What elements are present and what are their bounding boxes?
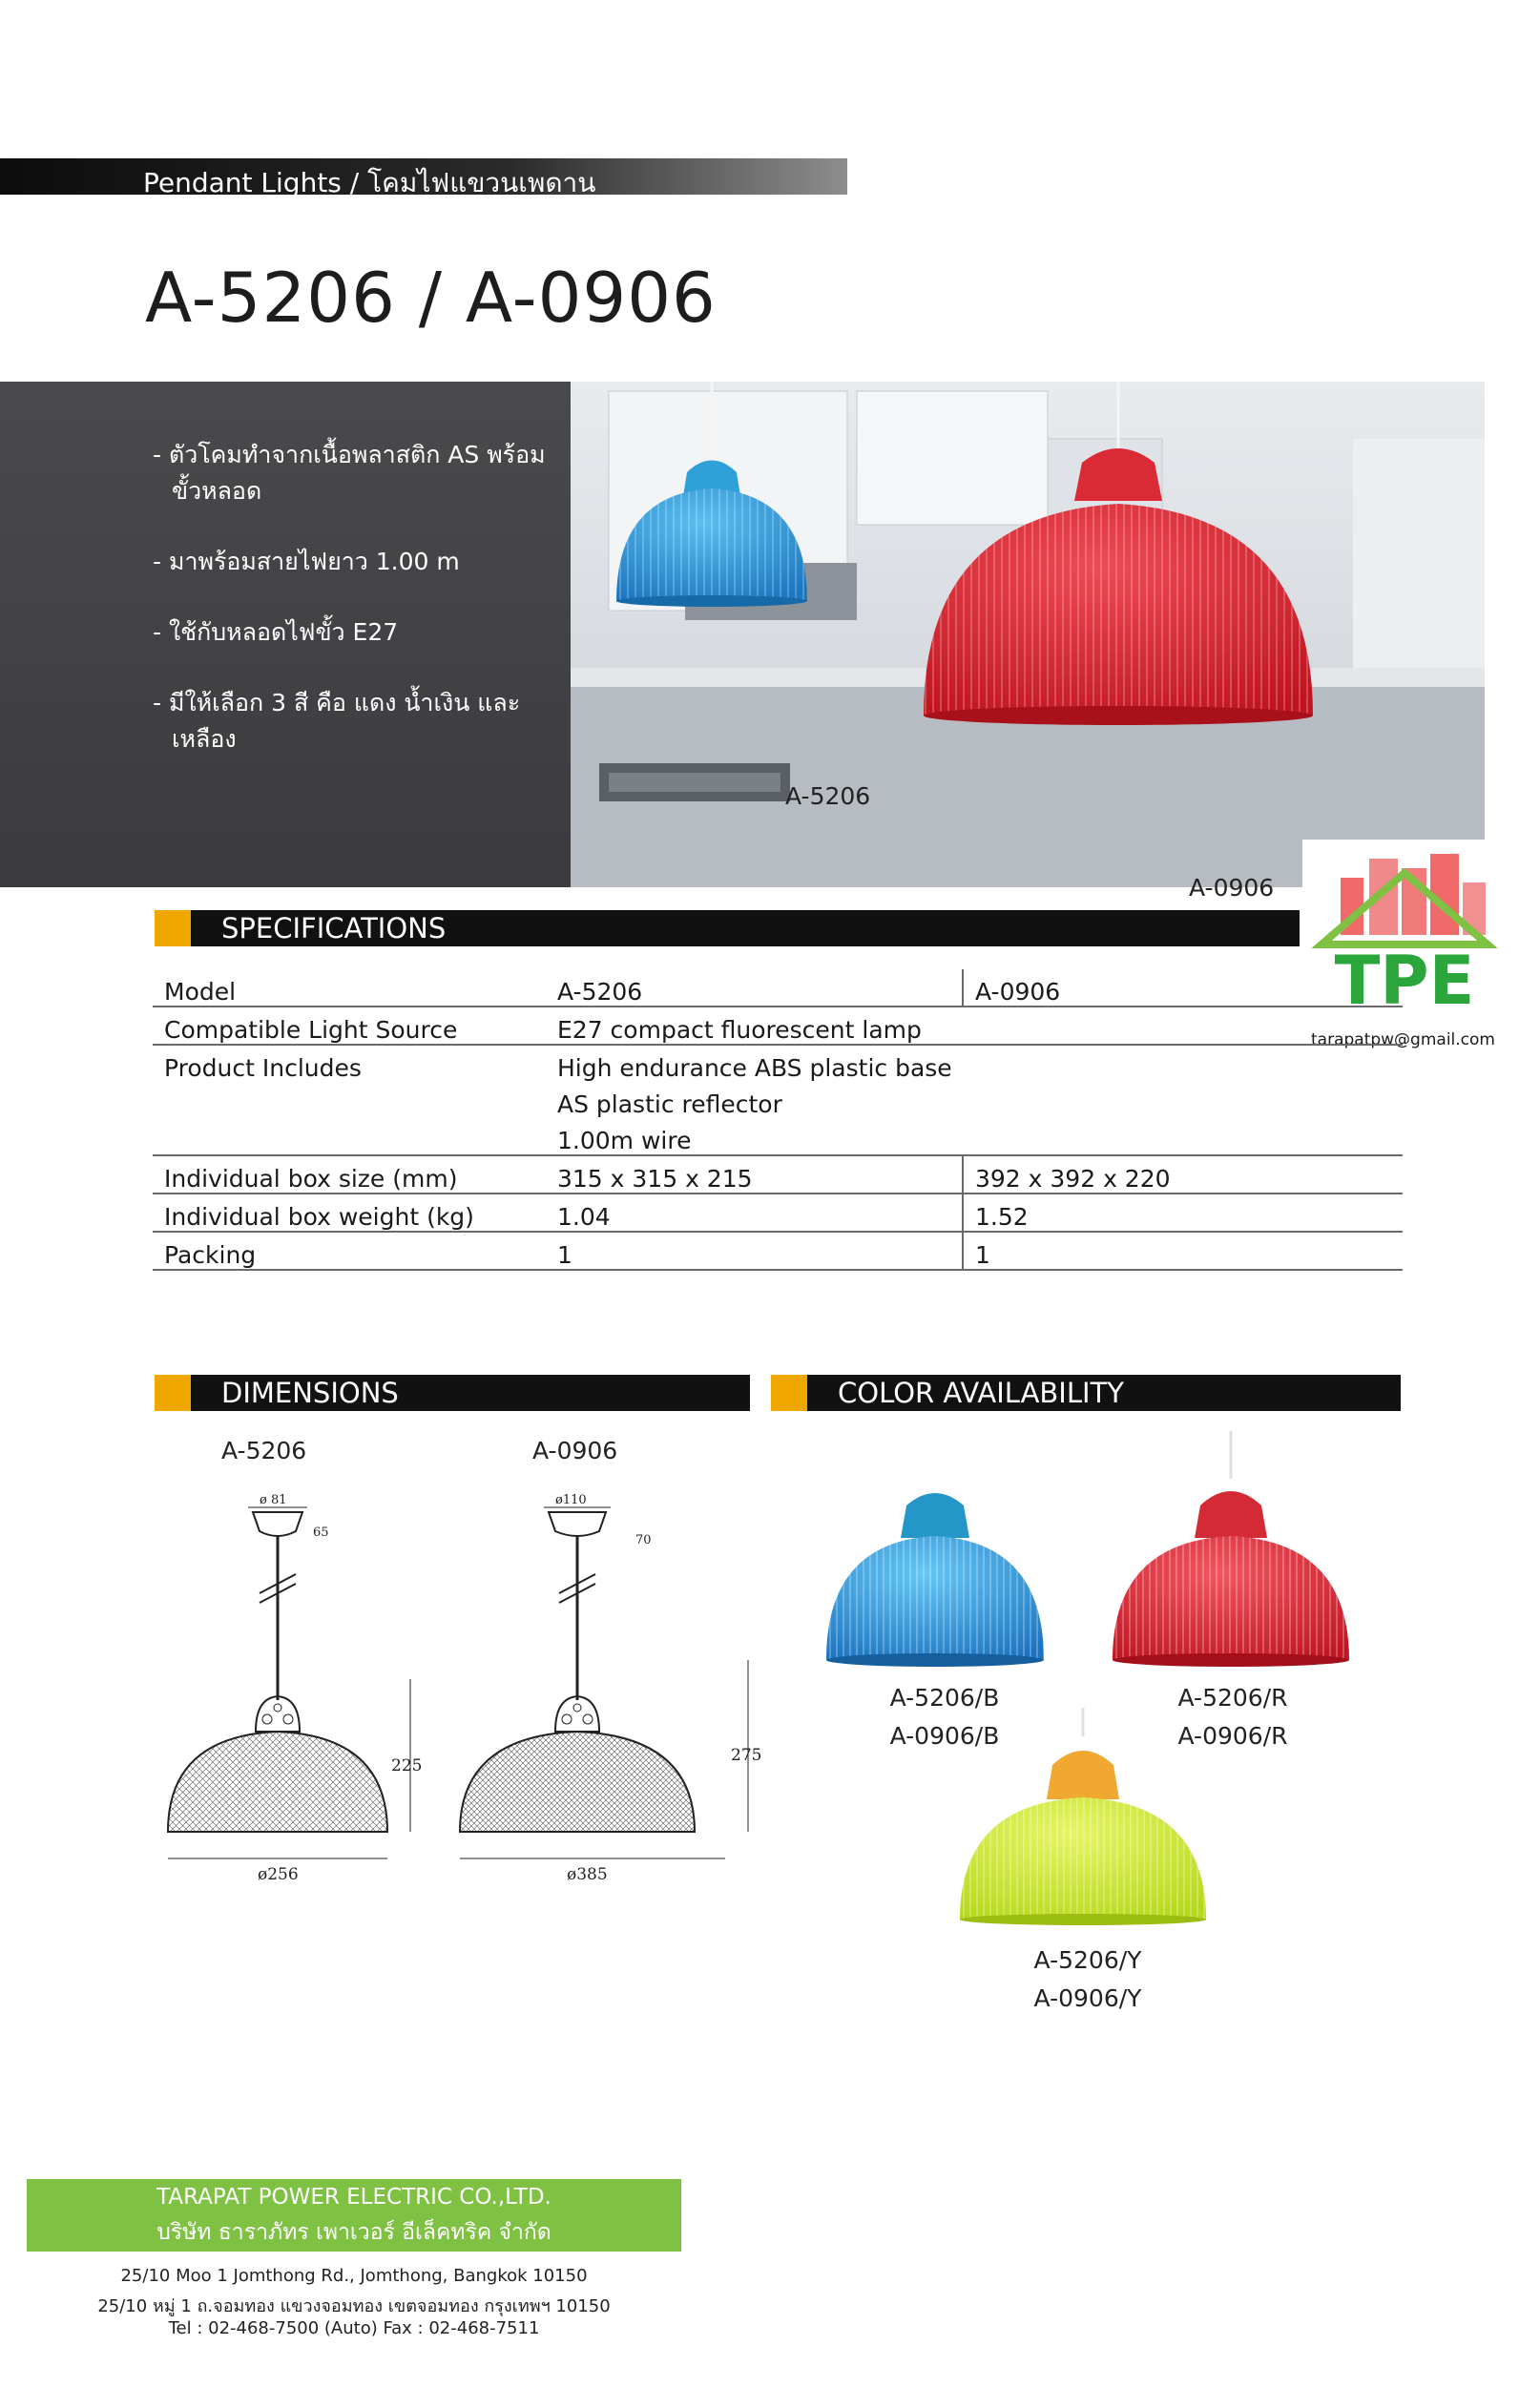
color-availability-title: COLOR AVAILABILITY xyxy=(838,1377,1124,1409)
spec-value-b xyxy=(963,1118,1403,1155)
spec-label: Packing xyxy=(153,1232,546,1270)
spec-label: Individual box size (mm) xyxy=(153,1155,546,1194)
dim-top-dia-b: ø110 xyxy=(555,1493,587,1507)
company-name-en: TARAPAT POWER ELECTRIC CO.,LTD. xyxy=(156,2185,551,2210)
table-row xyxy=(153,1082,1403,1118)
dimension-drawing-a xyxy=(153,1488,439,1908)
section-marker xyxy=(155,1375,191,1411)
address-th: 25/10 หมู่ 1 ถ.จอมทอง แขวงจอมทอง เขตจอมทอง กรุงเทพฯ 10150 xyxy=(97,2296,611,2316)
blue-model-a: A-5206/B xyxy=(889,1684,1000,1712)
address-en: 25/10 Moo 1 Jomthong Rd., Jomthong, Bangkok 10150 xyxy=(120,2266,588,2286)
dim-height-a: 225 xyxy=(391,1756,423,1775)
dimension-drawing-b xyxy=(448,1488,763,1908)
spec-label: Individual box weight (kg) xyxy=(153,1194,546,1232)
table-row xyxy=(153,1118,1403,1155)
spec-table xyxy=(153,969,1403,1271)
red-model-a: A-5206/R xyxy=(1177,1684,1288,1712)
kitchen-photo xyxy=(571,382,1485,887)
dim-top-dia-a: ø 81 xyxy=(260,1493,287,1507)
spec-value-b: 1.52 xyxy=(963,1194,1403,1232)
spec-value-a: 1.04 xyxy=(546,1194,963,1232)
logo-text: TPE xyxy=(1334,942,1475,1020)
dimension-model-b: A-0906 xyxy=(532,1437,618,1464)
hero-section xyxy=(0,382,1485,887)
table-row xyxy=(153,969,1403,1007)
spec-value-a: AS plastic reflector xyxy=(557,1090,782,1118)
table-row xyxy=(153,1045,1403,1082)
table-row xyxy=(153,1155,1403,1194)
feature-panel xyxy=(0,382,571,887)
yellow-model-b: A-0906/Y xyxy=(1033,1984,1142,2012)
spec-value-b: A-0906 xyxy=(963,969,1403,1007)
red-model-b: A-0906/R xyxy=(1177,1722,1288,1750)
blue-lamp-swatch xyxy=(821,1469,1050,1670)
table-row xyxy=(153,1232,1403,1270)
spec-label xyxy=(153,1082,546,1118)
red-lamp-swatch xyxy=(1107,1431,1355,1670)
feature-item: - มาพร้อมสายไฟยาว 1.00 m xyxy=(153,548,460,575)
yellow-model-a: A-5206/Y xyxy=(1033,1946,1142,1974)
company-name-th: บริษัท ธาราภัทร เพาเวอร์ อีเล็คทริค จำกัด xyxy=(156,2220,551,2245)
spec-value-a: 1 xyxy=(546,1232,963,1270)
contact-phone: Tel : 02-468-7500 (Auto) Fax : 02-468-7511 xyxy=(168,2318,540,2338)
page-title: A-5206 / A-0906 xyxy=(145,258,717,338)
table-row xyxy=(153,1194,1403,1232)
dim-top-h-b: 70 xyxy=(635,1533,652,1547)
feature-item: - ตัวโคมทำจากเนื้อพลาสติก AS พร้อมขั้วหลอด xyxy=(153,441,546,505)
dim-height-b: 275 xyxy=(731,1746,762,1765)
yellow-lamp-swatch xyxy=(954,1708,1212,1927)
hero-label-small: A-5206 xyxy=(785,782,871,810)
spec-label: Product Includes xyxy=(164,1054,362,1082)
spec-label xyxy=(153,1118,546,1155)
feature-list xyxy=(153,437,553,792)
dimensions-title: DIMENSIONS xyxy=(221,1377,399,1409)
table-row xyxy=(153,1007,1403,1045)
feature-item: - ใช้กับหลอดไฟขั้ว E27 xyxy=(153,618,399,646)
section-marker xyxy=(771,1375,807,1411)
hero-label-large: A-0906 xyxy=(1189,874,1275,902)
logo-email: tarapatpw@gmail.com xyxy=(1311,1030,1495,1049)
spec-value-a: High endurance ABS plastic base xyxy=(557,1054,952,1082)
feature-item: - มีให้เลือก 3 สี คือ แดง น้ำเงิน และเหลือง xyxy=(153,689,521,753)
blue-model-b: A-0906/B xyxy=(889,1722,1000,1750)
yellow-label-group xyxy=(992,1941,1183,2018)
specifications-bar xyxy=(155,910,1300,946)
spec-label: Compatible Light Source xyxy=(153,1007,546,1045)
specifications-title: SPECIFICATIONS xyxy=(221,912,447,945)
spec-value-b: 392 x 392 x 220 xyxy=(963,1155,1403,1194)
company-banner xyxy=(27,2179,681,2252)
dim-dia-a: ø256 xyxy=(258,1865,299,1884)
spec-value-a: 315 x 315 x 215 xyxy=(546,1155,963,1194)
section-marker xyxy=(155,910,191,946)
spec-value-b xyxy=(963,1082,1403,1118)
spec-label: Model xyxy=(153,969,546,1007)
spec-value-b xyxy=(963,1007,1403,1045)
dim-dia-b: ø385 xyxy=(567,1865,608,1884)
category-label: Pendant Lights / โคมไฟแขวนเพดาน xyxy=(143,167,596,198)
spec-value-a: E27 compact fluorescent lamp xyxy=(546,1007,963,1045)
spec-value-b: 1 xyxy=(963,1232,1403,1270)
dimension-model-a: A-5206 xyxy=(221,1437,307,1464)
spec-value-a: A-5206 xyxy=(546,969,963,1007)
spec-value-b xyxy=(963,1045,1403,1082)
category-band xyxy=(0,158,847,198)
color-availability-bar xyxy=(771,1375,1401,1411)
spec-value-a: 1.00m wire xyxy=(546,1118,963,1155)
dimensions-bar xyxy=(155,1375,750,1411)
dim-top-h-a: 65 xyxy=(313,1526,329,1540)
